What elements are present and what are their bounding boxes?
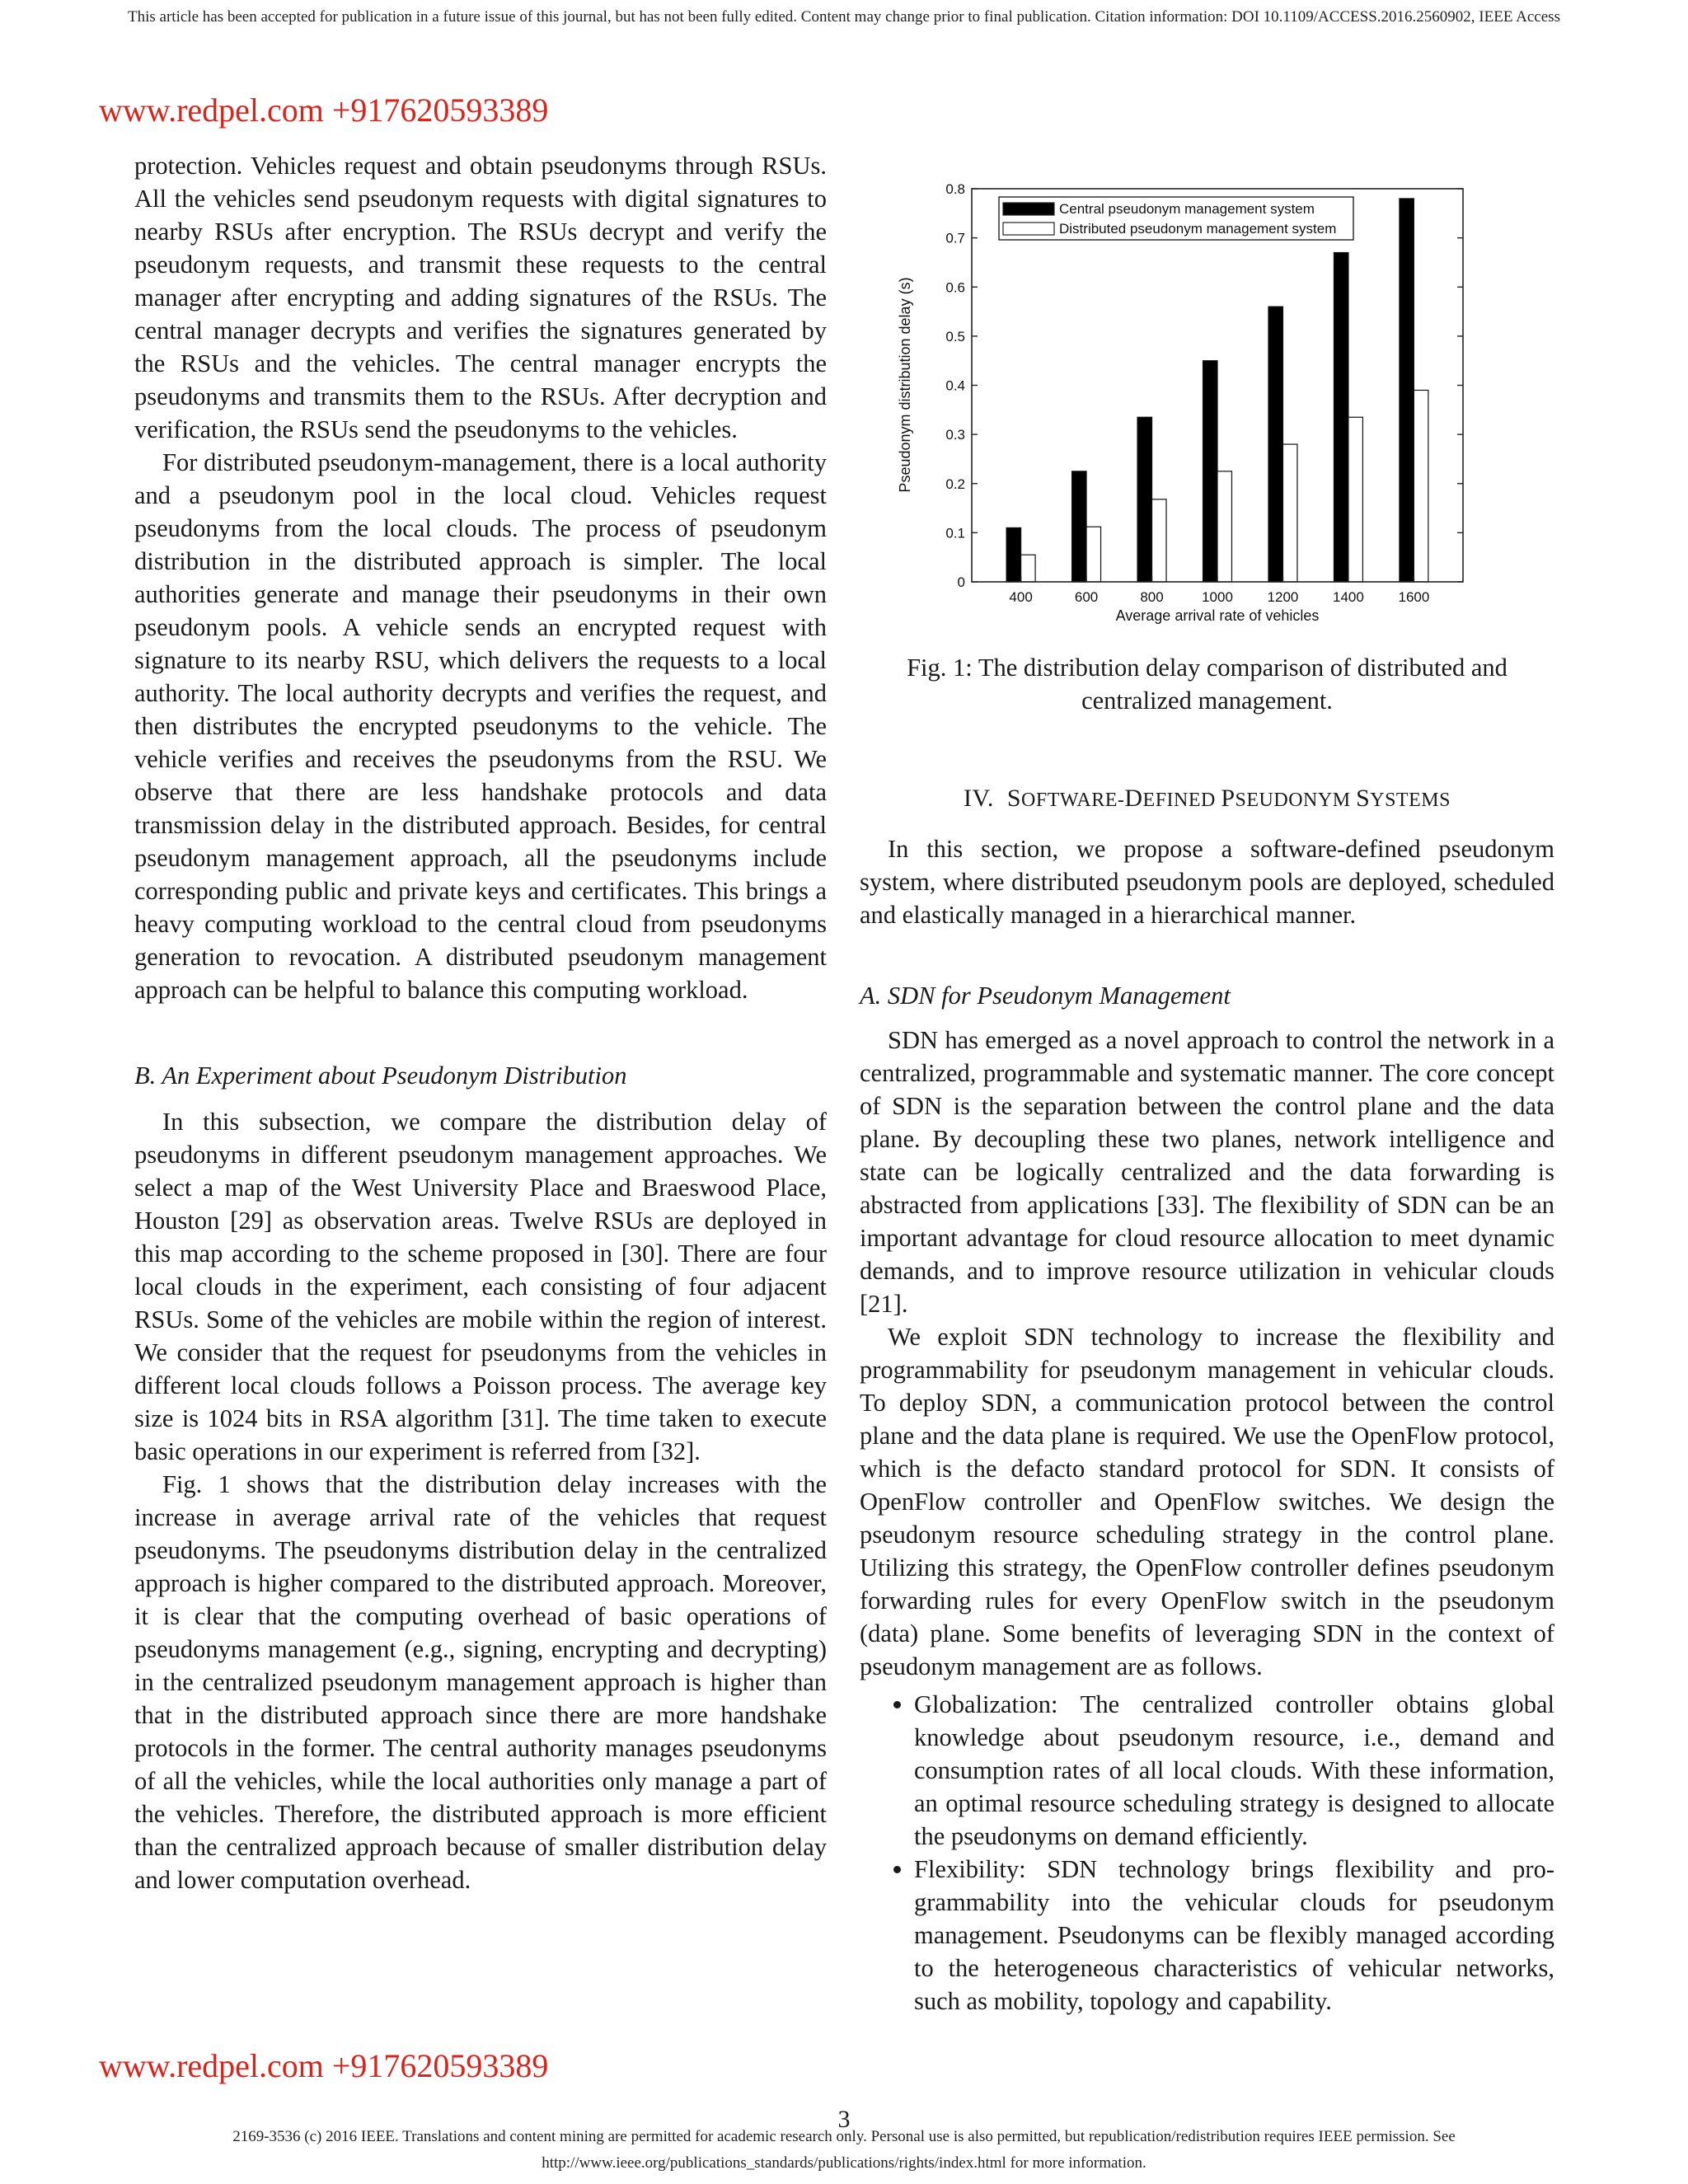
- bar-central-1200: [1268, 307, 1282, 582]
- left-paragraph-1: protection. Vehicles request and obtain pseudonyms through RSUs. All the vehicles send pseudonym requests with digital signatures to nearby RSUs after encryption. The RSUs decrypt and verify the pseudonym requests, and transmit these requests to the central manager after encrypting and adding signatures of the RSUs. The central manager decrypts and verifies the signatures generated by the RSUs and the vehicles. The central manager encrypts the pseudonyms and transmits them to the RSUs. After decryption and verification, the RSUs send the pseudonyms to the vehicles.: [134, 152, 827, 443]
- section-number: IV.: [964, 785, 994, 812]
- figure-1-bar-chart: [890, 177, 1500, 624]
- legend-label-distributed: Distributed pseudonym management system: [1059, 221, 1337, 237]
- bar-distributed-400: [1021, 555, 1035, 582]
- bar-central-600: [1072, 471, 1086, 582]
- left-paragraph-4: Fig. 1 shows that the distribution delay increases with the increase in average arrival rate of the vehicles that request pseudonyms. The pseudonyms distribution delay in the centralized approach is higher compared to the distributed approach. Moreover, it is clear that the computing overhead of basic operations of pseudonyms management (e.g., signing, encrypting and decrypting) in the centralized pseudonym management approach is higher than that in the distributed approach since there are more handshake protocols in the former. The central authority manages pseudonyms of all the vehicles, while the local authorities only manage a part of the vehicles. Therefore, the distributed approach is more efficient than the centralized approach because of smaller distribution delay and lower computation overhead.: [134, 1470, 827, 1894]
- right-paragraph-3: We exploit SDN technology to increase the flexibility and programmability for pseudonym management in vehicular clouds. To deploy SDN, a communication protocol between the control plane and the data plane is required. We use the OpenFlow protocol, which is the defacto standard protocol for SDN. It consists of OpenFlow controller and OpenFlow switches. We design the pseudonym resource scheduling strategy in the control plane. Utilizing this strategy, the OpenFlow controller defines pseudonym forwarding rules for every OpenFlow switch in the pseudonym (data) plane. Some benefits of leveraging SDN in the context of pseudonym management are as follows.: [860, 1323, 1554, 1680]
- watermark-bottom: www.redpel.com +917620593389: [99, 2047, 549, 2084]
- legend-label-central: Central pseudonym management system: [1059, 201, 1315, 217]
- x-tick-label: 1600: [1398, 589, 1430, 605]
- bar-central-1000: [1203, 361, 1217, 582]
- y-tick-label: 0.8: [945, 181, 965, 197]
- list-item-flexibility: • Flexibility: SDN technology brings flexibility and programmability into the vehicular clouds for pseudonym management. Pseudonyms can be flexibly managed according to the heterogeneous characteristics of vehicular networks, such as mobility, topology and capability.: [914, 1853, 1554, 2018]
- x-tick-label: 1200: [1267, 589, 1299, 605]
- x-tick-label: 400: [1009, 589, 1033, 605]
- x-axis-label: Average arrival rate of vehicles: [1115, 607, 1320, 624]
- subsection-b-heading: B. An Experiment about Pseudonym Distribution: [134, 1062, 627, 1090]
- footer-url: http://www.ieee.org/publications_standards/publications/rights/index.html for more information.: [542, 2154, 1146, 2172]
- y-tick-label: 0.2: [945, 476, 965, 492]
- y-axis-label: Pseudonym distribution delay (s): [897, 277, 913, 493]
- x-tick-label: 800: [1140, 589, 1164, 605]
- bar-central-800: [1137, 417, 1151, 582]
- bar-distributed-1200: [1282, 444, 1296, 582]
- left-paragraph-2: For distributed pseudonym-management, there is a local authority and a pseudonym pool in the local cloud. Vehicles request pseudonyms from the local clouds. The process of pseudonym distribution in the distributed approach is simpler. The local authorities generate and manage their pseudonyms in their own pseudonym pools. A vehicle sends an encrypted request with signature to its nearby RSU, which delivers the requests to a local authority. The local authority decrypts and verifies the request, and then distributes the encrypted pseudonyms to the vehicle. The vehicle verifies and receives the pseudonyms from the RSU. We observe that there are less handshake protocols and data transmission delay in the distributed approach. Besides, for central pseudonym management approach, all the pseudonyms include corresponding public and private keys and certificates. This brings a heavy computing workload to the central cloud from pseudonyms generation to revocation. A distributed pseudonym management approach can be helpful to balance this computing workload.: [134, 448, 827, 1004]
- y-tick-label: 0.6: [945, 279, 965, 296]
- watermark-top: www.redpel.com +917620593389: [99, 91, 549, 129]
- legend-swatch-distributed: [1003, 223, 1054, 235]
- bar-distributed-600: [1086, 527, 1100, 582]
- bar-central-1400: [1334, 253, 1348, 582]
- y-tick-label: 0.5: [945, 328, 965, 344]
- page-number: 3: [837, 2106, 851, 2133]
- right-column: [860, 832, 1554, 2018]
- bar-distributed-1600: [1414, 390, 1428, 582]
- right-paragraph-2: SDN has emerged as a novel approach to control the network in a centralized, programmable and systematic manner. The core concept of SDN is the separation between the control plane and the data plane. By decoupling these two planes, network intelligence and state can be logically centralized and the data forwarding is abstracted from applications [33]. The flexibility of SDN can be an important advantage for cloud resource allocation to meet dynamic demands, and to improve resource utilization in vehicular clouds [21].: [860, 1026, 1554, 1318]
- y-tick-label: 0.7: [945, 230, 965, 246]
- bar-distributed-1000: [1217, 471, 1231, 582]
- benefits-list: [860, 1688, 1554, 2018]
- y-tick-label: 0.3: [945, 427, 965, 443]
- left-column: [134, 149, 827, 1896]
- section-title: SOFTWARE-DEFINED PSEUDONYM SYSTEMS: [1006, 785, 1451, 812]
- bar-central-1600: [1400, 199, 1414, 582]
- right-paragraph-1: In this section, we propose a software-defined pseudonym system, where distributed pseudonym pools are deployed, scheduled and elastically managed in a hierarchical manner.: [860, 835, 1554, 929]
- y-tick-label: 0: [957, 574, 965, 590]
- legend: [999, 197, 1353, 240]
- chart-bars: [1006, 199, 1428, 582]
- bar-distributed-800: [1152, 499, 1166, 582]
- bar-distributed-1400: [1348, 417, 1362, 582]
- x-tick-label: 1400: [1333, 589, 1364, 605]
- y-tick-label: 0.4: [945, 377, 965, 394]
- legend-swatch-central: [1003, 203, 1054, 215]
- list-item-globalization: • Globalization: The centralized controller obtains global knowledge about pseudonym resource, i.e., demand and consumption rates of all local clouds. With these information, an optimal resource scheduling strategy is designed to allocate the pseudonyms on demand efficiently.: [914, 1688, 1554, 1853]
- x-tick-label: 1000: [1202, 589, 1233, 605]
- x-tick-label: 600: [1074, 589, 1099, 605]
- left-paragraph-3: In this subsection, we compare the distribution delay of pseudonyms in different pseudonym management approaches. We select a map of the West University Place and Braeswood Place, Houston [29] as observation areas. Twelve RSUs are deployed in this map according to the scheme proposed in [30]. There are four local clouds in the experiment, each consisting of four adjacent RSUs. Some of the vehicles are mobile within the region of interest. We consider that the request for pseudonyms from the vehicles in different local clouds follows a Poisson process. The average key size is 1024 bits in RSA algorithm [31]. The time taken to execute basic operations in our experiment is referred from [32].: [134, 1108, 827, 1465]
- footer-copyright: 2169-3536 (c) 2016 IEEE. Translations and content mining are permitted for academic research only. Personal use is also permitted, but republication/redistribution requires IEEE permission. See: [232, 2128, 1456, 2145]
- y-tick-label: 0.1: [945, 525, 965, 541]
- section-iv-heading: [860, 785, 1554, 813]
- figure-1-caption: Fig. 1: The distribution delay comparison of distributed and centralized management.: [907, 654, 1507, 715]
- bar-central-400: [1006, 527, 1020, 582]
- header-banner: This article has been accepted for publication in a future issue of this journal, but has not been fully edited. Content may change prior to final publication. Citation information: DOI 10.1109/ACCESS.2016.2560902, IEEE Access: [128, 8, 1560, 26]
- subsection-a-heading: A. SDN for Pseudonym Management: [860, 982, 1231, 1010]
